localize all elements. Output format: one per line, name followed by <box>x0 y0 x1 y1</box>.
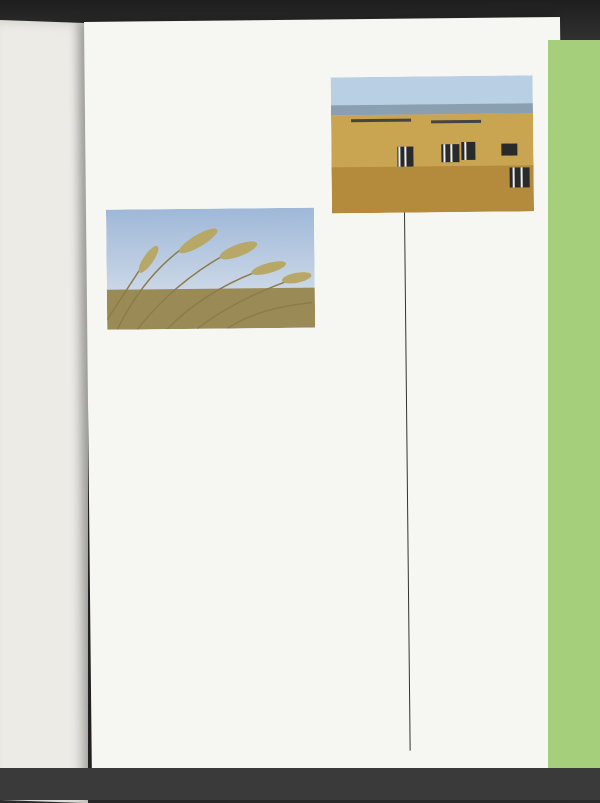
wheat-photo <box>106 208 315 330</box>
contents-page <box>84 17 568 800</box>
table-surface <box>0 768 600 800</box>
zebra-savanna-photo <box>331 75 534 213</box>
left-page <box>0 20 88 803</box>
section-tab <box>548 40 600 800</box>
